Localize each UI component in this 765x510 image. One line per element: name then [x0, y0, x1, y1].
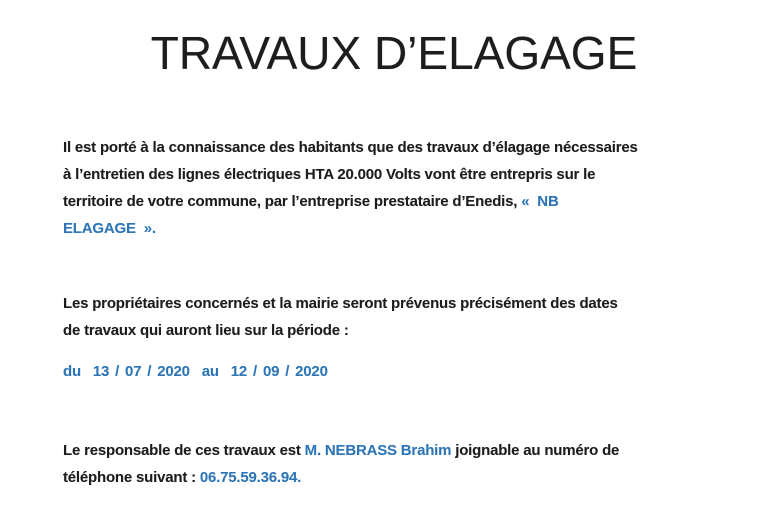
text-line	[63, 317, 725, 344]
text-line	[63, 134, 725, 161]
work-period-dates: du 13 / 07 / 2020 au 12 / 09 / 2020	[63, 363, 328, 380]
intro-paragraph	[63, 134, 725, 242]
responsible-name: M. NEBRASS Brahim	[304, 442, 452, 459]
contact-line-2-before: téléphone suivant :	[63, 469, 200, 486]
text-line	[63, 161, 725, 188]
text-line	[63, 358, 725, 385]
intro-line-3: territoire de votre commune, par l’entreprise prestataire d’Enedis,	[63, 193, 522, 210]
intro-line-1: Il est porté à la connaissance des habitants que des travaux d’élagage nécessaires	[63, 139, 638, 156]
page-title: TRAVAUX D’ELAGAGE	[150, 27, 638, 79]
notice-line-2: de travaux qui auront lieu sur la période :	[63, 322, 349, 339]
text-line	[63, 290, 725, 317]
notice-paragraph	[63, 290, 725, 344]
intro-line-2: à l’entretien des lignes électriques HTA 20.000 Volts vont être entrepris sur le	[63, 166, 596, 183]
work-period	[63, 358, 725, 385]
text-line	[63, 215, 725, 242]
text-line	[63, 437, 725, 464]
contact-line-1-before: Le responsable de ces travaux est	[63, 442, 305, 459]
company-name-highlight: ELAGAGE ».	[63, 220, 156, 237]
contact-paragraph	[63, 437, 725, 491]
text-line	[63, 188, 725, 215]
notice-line-1: Les propriétaires concernés et la mairie seront prévenus précisément des dates	[63, 295, 618, 312]
contact-line-1-after: joignable au numéro de	[451, 442, 620, 459]
company-name-highlight: « NB	[521, 193, 559, 210]
text-line	[63, 464, 725, 491]
phone-number: 06.75.59.36.94.	[199, 469, 302, 486]
